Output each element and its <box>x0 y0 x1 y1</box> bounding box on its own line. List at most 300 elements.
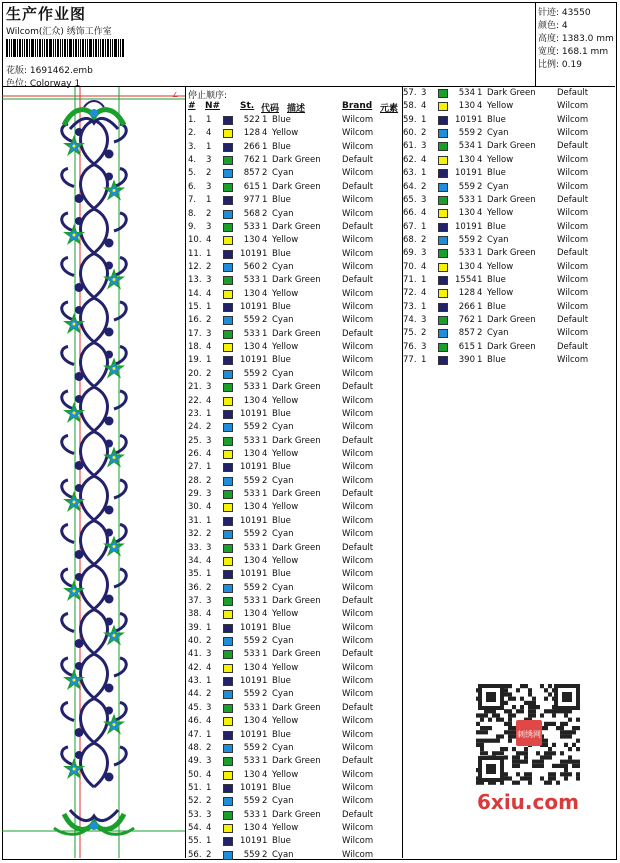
row-needle: 1 <box>206 141 212 152</box>
row-needle: 3 <box>206 221 212 232</box>
sequence-row <box>188 556 402 569</box>
sequence-row <box>188 115 402 128</box>
sequence-row <box>188 462 402 475</box>
color-swatch <box>223 731 233 740</box>
row-code: 2 <box>262 636 268 647</box>
row-stitch-code: 533 <box>243 595 260 606</box>
color-swatch <box>223 450 233 459</box>
row-number: 51. <box>188 783 202 793</box>
row-number: 35. <box>188 569 202 580</box>
stat-height: 高度: 1383.0 mm <box>538 34 614 44</box>
row-needle: 1 <box>206 302 212 313</box>
row-code: 4 <box>477 154 483 165</box>
row-needle: 1 <box>206 408 212 419</box>
row-description: Dark Green <box>272 155 321 166</box>
row-stitch-code: 130 <box>243 823 260 834</box>
row-code: 4 <box>262 449 268 459</box>
row-number: 62. <box>403 154 417 165</box>
row-stitch-code: 130 <box>243 769 260 780</box>
row-brand: Wilcom <box>342 676 374 687</box>
color-swatch <box>223 584 233 593</box>
col-header-num: # <box>188 101 196 111</box>
row-stitch-code: 130 <box>243 449 260 459</box>
sequence-row <box>403 355 617 368</box>
row-code: 1 <box>477 194 483 205</box>
row-stitch-code: 130 <box>243 662 260 673</box>
row-description: Yellow <box>487 261 514 272</box>
row-brand: Wilcom <box>342 195 374 206</box>
row-code: 1 <box>262 462 268 473</box>
row-brand: Wilcom <box>557 208 589 219</box>
row-code: 1 <box>477 168 483 179</box>
row-brand: Wilcom <box>342 622 374 633</box>
row-needle: 1 <box>421 275 427 286</box>
row-number: 40. <box>188 636 202 647</box>
color-swatch <box>438 169 448 178</box>
row-brand: Default <box>557 88 589 98</box>
row-description: Dark Green <box>272 181 321 192</box>
row-description: Cyan <box>487 128 509 139</box>
row-needle: 3 <box>421 141 427 152</box>
sequence-row <box>188 716 402 729</box>
sequence-row <box>403 288 617 301</box>
row-description: Cyan <box>487 234 509 245</box>
row-code: 1 <box>262 408 268 419</box>
sequence-row <box>188 182 402 195</box>
row-stitch-code: 1019 <box>240 569 262 580</box>
sequence-row <box>188 703 402 716</box>
color-swatch <box>223 397 233 406</box>
row-stitch-code: 1019 <box>455 221 477 232</box>
row-description: Cyan <box>272 742 294 753</box>
row-description: Cyan <box>272 582 294 593</box>
row-needle: 3 <box>206 489 212 500</box>
row-code: 1 <box>262 155 268 166</box>
sequence-row <box>188 422 402 435</box>
sequence-row <box>403 235 617 248</box>
row-number: 49. <box>188 756 202 767</box>
row-stitch-code: 533 <box>243 809 260 820</box>
row-needle: 1 <box>206 248 212 259</box>
row-needle: 1 <box>206 355 212 366</box>
row-description: Yellow <box>272 555 299 566</box>
sequence-row <box>403 262 617 275</box>
stat-colors: 颜色: 4 <box>538 21 568 31</box>
row-brand: Default <box>342 435 374 446</box>
sequence-row <box>188 663 402 676</box>
row-number: 75. <box>403 328 417 339</box>
color-swatch <box>438 102 448 111</box>
row-brand: Wilcom <box>342 823 374 834</box>
row-code: 1 <box>262 515 268 526</box>
row-brand: Wilcom <box>342 836 374 847</box>
row-number: 53. <box>188 809 202 820</box>
row-stitch-code: 762 <box>458 315 475 326</box>
sequence-row <box>403 155 617 168</box>
row-code: 1 <box>262 181 268 192</box>
row-description: Dark Green <box>272 756 321 767</box>
row-stitch-code: 522 <box>243 115 260 125</box>
row-stitch-code: 130 <box>243 609 260 620</box>
sequence-heading: 停止顺序: <box>188 91 228 101</box>
row-number: 65. <box>403 194 417 205</box>
row-number: 3. <box>188 141 197 152</box>
row-code: 1 <box>262 542 268 553</box>
row-description: Blue <box>487 355 506 366</box>
sequence-row <box>188 730 402 743</box>
row-stitch-code: 559 <box>243 636 260 647</box>
color-swatch <box>438 183 448 192</box>
row-description: Blue <box>272 462 291 473</box>
sequence-row <box>188 275 402 288</box>
row-brand: Wilcom <box>342 569 374 580</box>
row-needle: 2 <box>206 742 212 753</box>
row-needle: 2 <box>206 529 212 540</box>
row-code: 4 <box>477 261 483 272</box>
row-needle: 4 <box>206 769 212 780</box>
row-number: 54. <box>188 823 202 834</box>
row-description: Blue <box>272 141 291 152</box>
row-description: Blue <box>272 783 291 793</box>
row-description: Cyan <box>272 796 294 807</box>
row-number: 31. <box>188 515 202 526</box>
row-brand: Wilcom <box>557 168 589 179</box>
row-brand: Wilcom <box>342 422 374 433</box>
row-needle: 4 <box>206 235 212 246</box>
row-needle: 2 <box>206 168 212 179</box>
row-stitch-code: 533 <box>243 382 260 393</box>
sequence-row <box>188 195 402 208</box>
row-brand: Wilcom <box>342 395 374 406</box>
row-needle: 4 <box>206 502 212 513</box>
color-swatch <box>223 383 233 392</box>
row-description: Dark Green <box>487 88 536 98</box>
row-brand: Wilcom <box>342 769 374 780</box>
color-swatch <box>223 183 233 192</box>
row-description: Blue <box>272 836 291 847</box>
row-needle: 3 <box>421 194 427 205</box>
row-stitch-code: 559 <box>243 796 260 807</box>
row-stitch-code: 559 <box>243 742 260 753</box>
color-swatch <box>223 156 233 165</box>
sequence-row <box>188 743 402 756</box>
row-code: 2 <box>262 315 268 326</box>
row-code: 2 <box>262 582 268 593</box>
row-stitch-code: 390 <box>458 355 475 366</box>
row-brand: Wilcom <box>557 328 589 339</box>
row-code: 1 <box>262 355 268 366</box>
row-description: Dark Green <box>487 315 536 326</box>
row-description: Dark Green <box>487 141 536 152</box>
row-stitch-code: 533 <box>458 248 475 259</box>
color-swatch <box>223 356 233 365</box>
row-needle: 2 <box>206 208 212 219</box>
sequence-row <box>188 315 402 328</box>
color-swatch <box>223 330 233 339</box>
row-brand: Wilcom <box>342 729 374 740</box>
row-code: 2 <box>262 742 268 753</box>
sequence-row <box>188 636 402 649</box>
row-needle: 3 <box>206 809 212 820</box>
row-code: 2 <box>262 261 268 272</box>
row-stitch-code: 533 <box>243 489 260 500</box>
row-stitch-code: 1019 <box>455 114 477 125</box>
row-description: Cyan <box>272 849 294 860</box>
row-description: Blue <box>272 248 291 259</box>
row-number: 29. <box>188 489 202 500</box>
row-stitch-code: 559 <box>458 128 475 139</box>
row-number: 37. <box>188 595 202 606</box>
row-needle: 1 <box>206 195 212 206</box>
row-code: 4 <box>262 823 268 834</box>
row-description: Dark Green <box>272 649 321 660</box>
color-swatch <box>223 530 233 539</box>
row-code: 4 <box>262 555 268 566</box>
color-swatch <box>223 824 233 833</box>
row-description: Dark Green <box>487 194 536 205</box>
row-number: 5. <box>188 168 197 179</box>
row-brand: Default <box>557 248 589 259</box>
col-header-stitch: St. <box>240 101 255 111</box>
color-swatch <box>223 437 233 446</box>
row-code: 1 <box>262 248 268 259</box>
row-needle: 3 <box>206 756 212 767</box>
row-brand: Default <box>342 649 374 660</box>
row-stitch-code: 533 <box>243 328 260 339</box>
row-needle: 2 <box>206 849 212 860</box>
color-swatch <box>223 650 233 659</box>
row-needle: 2 <box>206 422 212 433</box>
row-description: Cyan <box>272 315 294 326</box>
row-code: 1 <box>477 221 483 232</box>
row-code: 1 <box>262 328 268 339</box>
sequence-row <box>403 115 617 128</box>
row-stitch-code: 533 <box>243 275 260 286</box>
row-stitch-code: 533 <box>243 542 260 553</box>
sequence-row <box>188 649 402 662</box>
sequence-row <box>188 209 402 222</box>
sequence-row <box>188 342 402 355</box>
row-code: 1 <box>262 809 268 820</box>
row-stitch-code: 1019 <box>455 168 477 179</box>
row-brand: Wilcom <box>342 716 374 727</box>
color-swatch <box>223 517 233 526</box>
row-needle: 2 <box>421 328 427 339</box>
color-swatch <box>438 289 448 298</box>
row-description: Yellow <box>272 769 299 780</box>
row-description: Cyan <box>272 368 294 379</box>
row-brand: Default <box>557 315 589 326</box>
row-brand: Default <box>557 194 589 205</box>
row-number: 45. <box>188 702 202 713</box>
row-needle: 2 <box>206 582 212 593</box>
row-code: 1 <box>262 221 268 232</box>
row-needle: 4 <box>206 823 212 834</box>
row-code: 1 <box>262 649 268 660</box>
sequence-row <box>188 502 402 515</box>
color-swatch <box>438 236 448 245</box>
sequence-row <box>188 489 402 502</box>
row-stitch-code: 130 <box>243 235 260 246</box>
row-number: 63. <box>403 168 417 179</box>
col-header-element: 元素 <box>380 104 399 114</box>
row-code: 4 <box>262 395 268 406</box>
row-code: 2 <box>262 689 268 700</box>
row-brand: Default <box>342 702 374 713</box>
row-code: 2 <box>262 529 268 540</box>
row-brand: Wilcom <box>557 114 589 125</box>
row-brand: Wilcom <box>342 796 374 807</box>
row-stitch-code: 533 <box>243 702 260 713</box>
row-needle: 3 <box>421 315 427 326</box>
row-needle: 3 <box>206 649 212 660</box>
row-description: Blue <box>272 115 291 125</box>
row-needle: 4 <box>421 101 427 112</box>
color-swatch <box>223 784 233 793</box>
row-stitch-code: 130 <box>243 288 260 299</box>
color-swatch <box>223 851 233 860</box>
row-number: 55. <box>188 836 202 847</box>
color-swatch <box>223 370 233 379</box>
row-needle: 4 <box>206 716 212 727</box>
color-swatch <box>223 624 233 633</box>
row-code: 2 <box>477 234 483 245</box>
row-stitch-code: 615 <box>243 181 260 192</box>
row-description: Blue <box>272 676 291 687</box>
row-needle: 4 <box>206 555 212 566</box>
row-brand: Default <box>557 141 589 152</box>
row-stitch-code: 977 <box>243 195 260 206</box>
row-brand: Wilcom <box>342 408 374 419</box>
row-description: Cyan <box>272 261 294 272</box>
row-number: 15. <box>188 302 202 313</box>
row-description: Dark Green <box>272 382 321 393</box>
color-swatch <box>223 797 233 806</box>
row-stitch-code: 559 <box>458 234 475 245</box>
row-brand: Wilcom <box>557 275 589 286</box>
row-needle: 4 <box>206 342 212 353</box>
row-stitch-code: 534 <box>458 141 475 152</box>
row-needle: 3 <box>206 542 212 553</box>
row-description: Dark Green <box>272 275 321 286</box>
row-number: 38. <box>188 609 202 620</box>
row-stitch-code: 1019 <box>240 836 262 847</box>
row-brand: Wilcom <box>342 168 374 179</box>
row-brand: Wilcom <box>557 288 589 299</box>
row-needle: 1 <box>421 168 427 179</box>
row-number: 24. <box>188 422 202 433</box>
row-brand: Default <box>342 221 374 232</box>
row-number: 32. <box>188 529 202 540</box>
row-number: 1. <box>188 115 197 125</box>
row-brand: Default <box>342 155 374 166</box>
row-description: Yellow <box>272 128 299 139</box>
row-number: 14. <box>188 288 202 299</box>
row-stitch-code: 130 <box>458 261 475 272</box>
row-needle: 3 <box>206 702 212 713</box>
sequence-row <box>188 796 402 809</box>
row-needle: 1 <box>206 836 212 847</box>
row-number: 59. <box>403 114 417 125</box>
sequence-row <box>188 516 402 529</box>
color-swatch <box>223 223 233 232</box>
sequence-row <box>403 208 617 221</box>
row-stitch-code: 1019 <box>240 783 262 793</box>
row-description: Cyan <box>272 168 294 179</box>
row-description: Blue <box>487 301 506 312</box>
row-needle: 3 <box>206 382 212 393</box>
row-number: 12. <box>188 261 202 272</box>
row-description: Yellow <box>272 716 299 727</box>
row-stitch-code: 568 <box>243 208 260 219</box>
row-brand: Wilcom <box>342 783 374 793</box>
row-number: 20. <box>188 368 202 379</box>
row-code: 1 <box>477 114 483 125</box>
row-code: 1 <box>262 489 268 500</box>
row-brand: Wilcom <box>342 449 374 459</box>
color-swatch <box>223 677 233 686</box>
row-code: 4 <box>262 716 268 727</box>
row-code: 2 <box>477 128 483 139</box>
row-brand: Wilcom <box>557 154 589 165</box>
color-swatch <box>438 196 448 205</box>
row-description: Yellow <box>272 342 299 353</box>
sequence-row <box>188 302 402 315</box>
row-brand: Wilcom <box>557 234 589 245</box>
row-brand: Wilcom <box>342 742 374 753</box>
row-brand: Default <box>342 809 374 820</box>
color-swatch <box>438 303 448 312</box>
row-code: 1 <box>477 141 483 152</box>
row-number: 58. <box>403 101 417 112</box>
row-stitch-code: 130 <box>243 342 260 353</box>
row-description: Dark Green <box>487 341 536 352</box>
sequence-row <box>188 609 402 622</box>
row-number: 72. <box>403 288 417 299</box>
row-code: 1 <box>262 435 268 446</box>
row-description: Dark Green <box>272 542 321 553</box>
row-stitch-code: 533 <box>243 221 260 232</box>
row-description: Cyan <box>272 422 294 433</box>
sequence-row <box>188 222 402 235</box>
row-needle: 1 <box>206 462 212 473</box>
row-brand: Wilcom <box>342 248 374 259</box>
row-stitch-code: 533 <box>243 649 260 660</box>
row-stitch-code: 1019 <box>240 248 262 259</box>
sequence-row <box>188 262 402 275</box>
row-description: Dark Green <box>272 489 321 500</box>
row-number: 10. <box>188 235 202 246</box>
row-needle: 1 <box>206 676 212 687</box>
row-description: Dark Green <box>272 702 321 713</box>
row-stitch-code: 1019 <box>240 302 262 313</box>
row-description: Blue <box>487 168 506 179</box>
sequence-row <box>188 756 402 769</box>
row-stitch-code: 130 <box>458 208 475 219</box>
color-swatch <box>223 557 233 566</box>
row-code: 4 <box>262 342 268 353</box>
sequence-row <box>403 342 617 355</box>
row-code: 1 <box>262 275 268 286</box>
row-number: 6. <box>188 181 197 192</box>
stat-stitches: 针迹: 43550 <box>538 8 591 18</box>
row-stitch-code: 130 <box>243 555 260 566</box>
row-stitch-code: 1019 <box>240 355 262 366</box>
page-title: 生产作业图 <box>6 5 87 23</box>
color-swatch <box>223 250 233 259</box>
sequence-row <box>188 676 402 689</box>
color-swatch <box>223 503 233 512</box>
